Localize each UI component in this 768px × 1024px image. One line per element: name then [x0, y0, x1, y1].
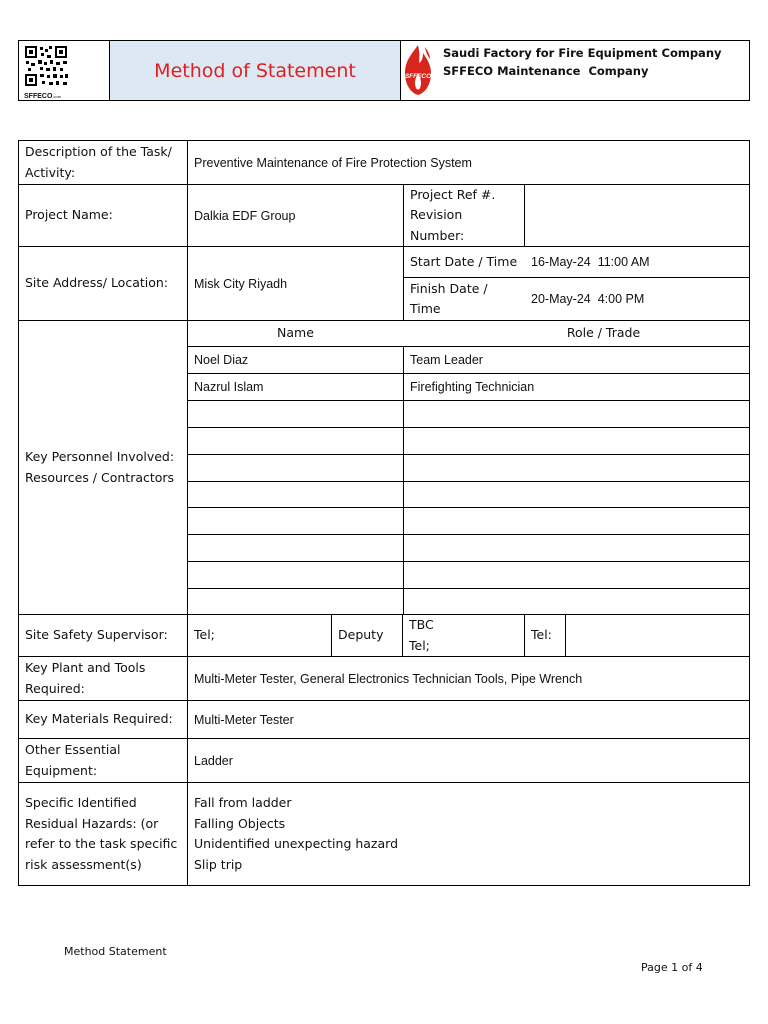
- project-name-label: Project Name:: [25, 207, 113, 223]
- company-name-line1: Saudi Factory for Fire Equipment Company: [443, 46, 722, 60]
- qr-logo-suffix: .com: [52, 94, 62, 99]
- personnel-row-divider: [187, 534, 750, 535]
- deputy-value: TBC: [409, 617, 434, 632]
- personnel-role-header: Role / Trade: [566, 325, 641, 341]
- company-name-line2: SFFECO Maintenance Company: [443, 64, 649, 78]
- hazard-item: Unidentified unexpecting hazard: [194, 836, 399, 851]
- footer-label: Method Statement: [64, 945, 167, 958]
- materials-value[interactable]: Multi-Meter Tester: [194, 712, 294, 727]
- revision-number-label: Revision Number:: [410, 207, 465, 243]
- page-number: Page 1 of 4: [641, 961, 703, 974]
- deputy-cell[interactable]: [403, 615, 524, 656]
- equipment-label: Other Essential Equipment:: [25, 742, 121, 778]
- hazards-list[interactable]: [188, 783, 749, 885]
- supervisor-tel[interactable]: Tel;: [194, 627, 215, 643]
- sffeco-fire-logo: [401, 43, 435, 97]
- flame-icon: [401, 43, 435, 97]
- personnel-label: Key Personnel Involved: Resources / Contractors: [25, 449, 175, 485]
- personnel-role[interactable]: Team Leader: [410, 353, 483, 367]
- site-address-value[interactable]: Misk City Riyadh: [194, 276, 288, 291]
- start-date-value[interactable]: 16-May-24 11:00 AM: [531, 255, 650, 269]
- hazard-item: Falling Objects: [194, 815, 286, 831]
- project-ref-label: Project Ref #.: [410, 186, 496, 202]
- site-address-label: Site Address/ Location:: [25, 275, 169, 291]
- plant-tools-value[interactable]: Multi-Meter Tester, General Electronics Technician Tools, Pipe Wrench: [194, 671, 583, 686]
- materials-label: Key Materials Required:: [25, 711, 173, 727]
- plant-tools-label: Key Plant and Tools Required:: [25, 660, 146, 696]
- project-ref-value[interactable]: [525, 185, 749, 246]
- project-ref-cell: [404, 185, 524, 246]
- tel-value[interactable]: [566, 615, 749, 656]
- personnel-name-header: Name: [277, 325, 314, 341]
- personnel-name[interactable]: Nazrul Islam: [194, 380, 264, 394]
- personnel-row-divider: [187, 454, 750, 455]
- project-name-value[interactable]: Dalkia EDF Group: [194, 208, 296, 223]
- start-date-label: Start Date / Time: [410, 253, 518, 269]
- qr-code-logo: [22, 44, 72, 98]
- title-banner: [110, 41, 400, 100]
- personnel-row-divider: [187, 588, 750, 589]
- qr-logo-text: SFFECO: [24, 93, 53, 100]
- personnel-row-divider: [187, 561, 750, 562]
- qr-code-icon: [22, 44, 72, 88]
- personnel-row-divider: [187, 400, 750, 401]
- deputy-label: Deputy: [338, 627, 384, 643]
- hazard-item: Slip trip: [194, 856, 243, 872]
- page-title: Method of Statement: [154, 59, 356, 82]
- personnel-row-divider: [187, 427, 750, 428]
- supervisor-label: Site Safety Supervisor:: [25, 627, 168, 643]
- qr-logo-caption: [22, 93, 72, 101]
- finish-date-label: Finish Date / Time: [410, 280, 488, 316]
- deputy-tel: Tel;: [409, 637, 430, 653]
- personnel-row-divider: [187, 481, 750, 482]
- tel-label: Tel:: [531, 627, 552, 643]
- description-value[interactable]: Preventive Maintenance of Fire Protection System: [194, 155, 472, 170]
- equipment-value[interactable]: Ladder: [194, 753, 233, 768]
- description-label: Description of the Task/ Activity:: [25, 144, 172, 180]
- hazards-label: Specific Identified Residual Hazards: (or refer to the task specific risk assessment(s): [25, 795, 178, 872]
- hazard-item: Fall from ladder: [194, 795, 292, 810]
- personnel-row-divider: [187, 507, 750, 508]
- personnel-name[interactable]: Noel Diaz: [194, 353, 249, 367]
- personnel-role[interactable]: Firefighting Technician: [410, 380, 535, 394]
- finish-date-value[interactable]: 20-May-24 4:00 PM: [531, 292, 645, 306]
- fire-logo-text: SFFECO: [404, 73, 432, 80]
